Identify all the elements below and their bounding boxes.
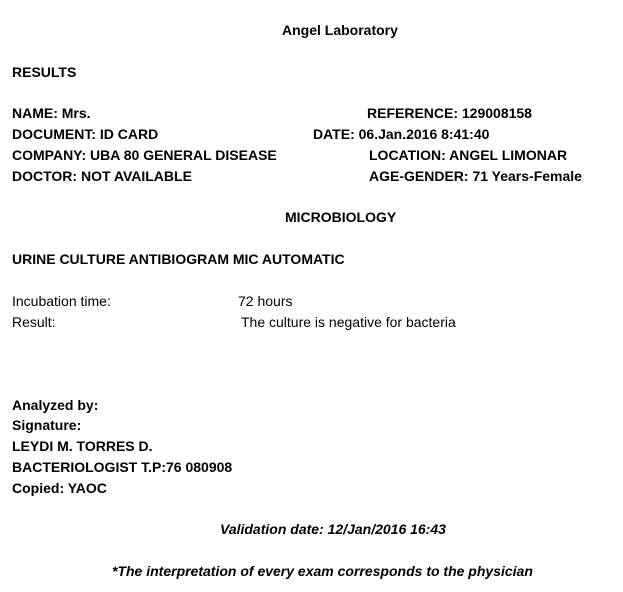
- department-heading: MICROBIOLOGY: [285, 209, 397, 225]
- patient-age-gender: AGE-GENDER: 71 Years-Female: [369, 168, 582, 184]
- copied-by: Copied: YAOC: [12, 480, 107, 496]
- result-value: 72 hours: [238, 293, 293, 309]
- reference-number: REFERENCE: 129008158: [367, 105, 532, 121]
- validation-date: Validation date: 12/Jan/2016 16:43: [220, 521, 446, 537]
- signature-label: Signature:: [12, 417, 82, 433]
- analyst-title: BACTERIOLOGIST T.P:76 080908: [12, 459, 233, 475]
- patient-name: NAME: Mrs.: [12, 105, 91, 121]
- lab-name: Angel Laboratory: [282, 22, 398, 38]
- test-name: URINE CULTURE ANTIBIOGRAM MIC AUTOMATIC: [12, 251, 345, 267]
- section-results-heading: RESULTS: [12, 64, 77, 80]
- analyst-name: LEYDI M. TORRES D.: [12, 438, 153, 454]
- patient-document: DOCUMENT: ID CARD: [12, 126, 159, 142]
- patient-location: LOCATION: ANGEL LIMONAR: [369, 147, 568, 163]
- analyzed-by-label: Analyzed by:: [12, 397, 99, 413]
- result-label: Result:: [12, 314, 56, 330]
- result-value: The culture is negative for bacteria: [241, 314, 456, 330]
- result-label: Incubation time:: [12, 293, 111, 309]
- footnote: *The interpretation of every exam corresponds to the physician: [112, 563, 533, 579]
- patient-company: COMPANY: UBA 80 GENERAL DISEASE: [12, 147, 277, 163]
- report-date: DATE: 06.Jan.2016 8:41:40: [313, 126, 490, 142]
- patient-doctor: DOCTOR: NOT AVAILABLE: [12, 168, 192, 184]
